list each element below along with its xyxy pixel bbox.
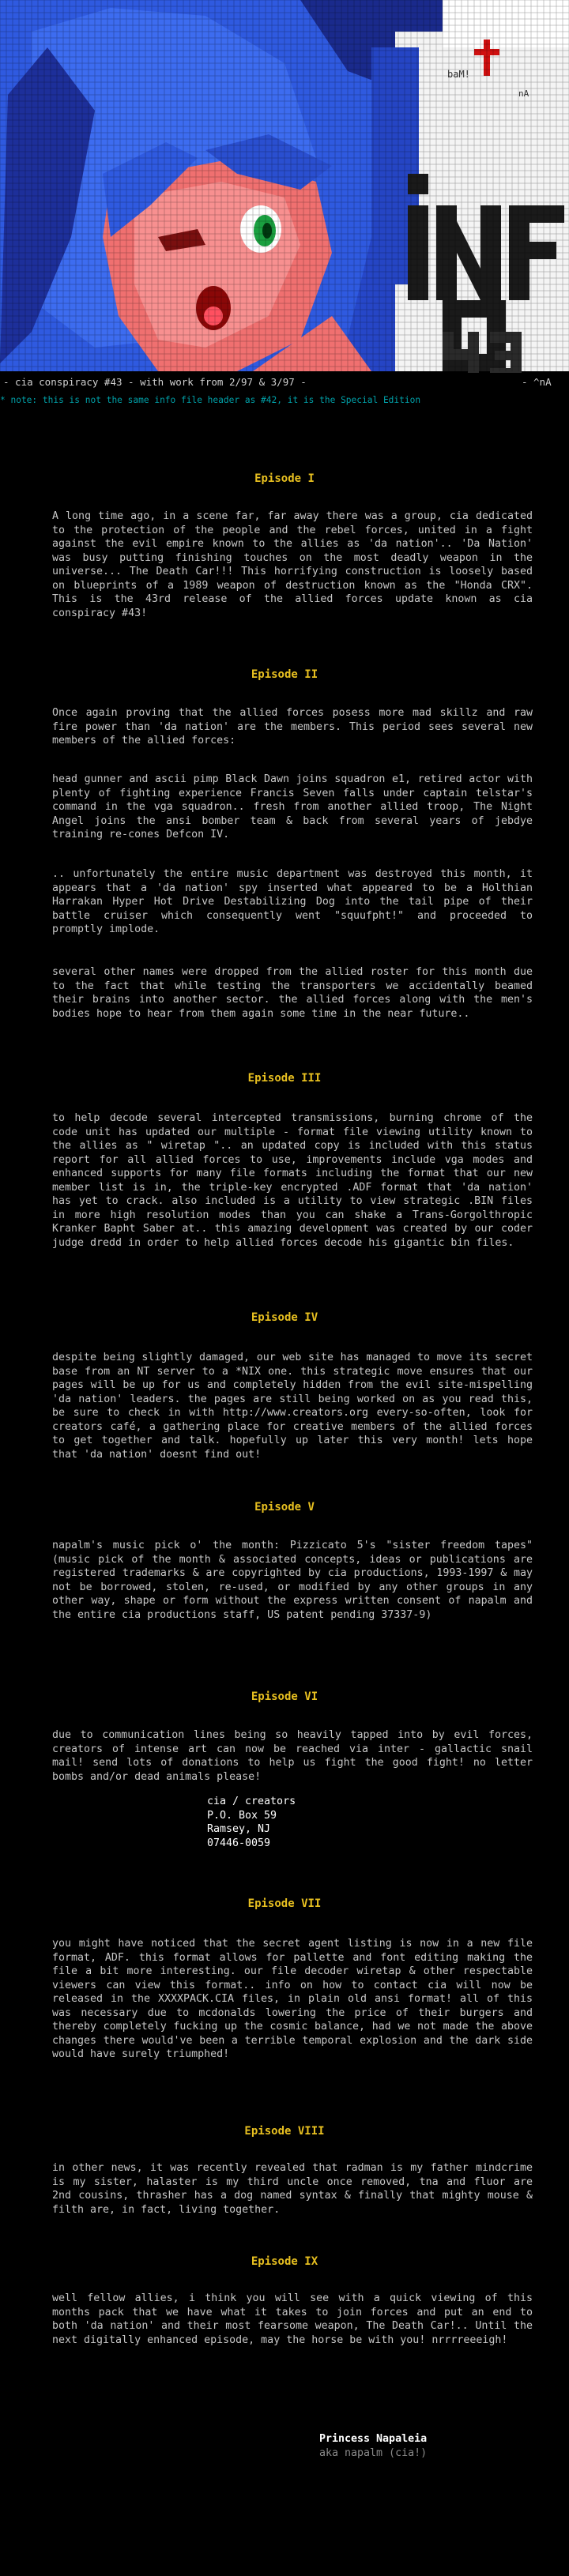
episode-heading: Episode IV — [251, 1311, 318, 1324]
special-edition-note: * note: this is not the same info file header as #42, it is the Special Edition — [0, 395, 421, 405]
credit-line: - cia conspiracy #43 - with work from 2/97 & 3/97 - — [3, 376, 307, 388]
episode-6-paragraph: due to communication lines being so heavily tapped into by evil forces, creators of intense art can now be reached via inter - gallactic snail mail! send lots of donations to help us fight the good fight! no letter bombs and/or dead animals please! — [52, 1729, 533, 1783]
episode-heading: Episode V — [254, 1501, 315, 1514]
address-line: 07446-0059 — [207, 1837, 271, 1849]
episode-5-paragraph: napalm's music pick o' the month: Pizzicato 5's "sister freedom tapes" (music pick of the month & associated concepts, ideas or publications are registered trademarks & are copyrighted by cia productions, 1993-1997 & may not be borrowed, stolen, re-used, or modified by any other groups in any other way, shape or form without the express written consent of napalm and the entire cia productions staff, US patent pending 37337-9) — [52, 1540, 533, 1621]
episode-8-paragraph: in other news, it was recently revealed that radman is my father mindcrime is my sister, halaster is my third uncle once removed, tna and fluor are 2nd cousins, thrasher has a dog named syntax & finally that mighty mouse & filth are, in fact, living together. — [52, 2162, 533, 2216]
episode-heading: Episode IX — [251, 2255, 318, 2268]
episode-4-paragraph: despite being slightly damaged, our web site has managed to move its secret base from an NT server to a *NIX one. this strategic move ensures that our pages will be up for us and completely hidden from the evil site-mispelling 'da nation' leaders. the pages are still being worked on as you read this, be sure to check in with http://www.creators.org every-so-often, look for creators café, a gathering place for creative members of the allied forces to get together and talk. hopefully up later this very month! lets hope that 'da nation' doesnt find out! — [52, 1352, 533, 1461]
info-logo-art — [0, 0, 569, 411]
signature-name: Princess Napaleia — [319, 2433, 428, 2445]
episode-2-paragraph-4: several other names were dropped from the allied roster for this month due to the fact that while testing the transporters we accidentally beamed their brains into another sector. the allied forces along with the men's bodies hope to hear from them again some time in the near future.. — [52, 966, 533, 1020]
credit-tag: - ^nA — [522, 376, 552, 388]
episode-7-paragraph: you might have noticed that the secret agent listing is now in a new file format, ADF. this format allows for pallette and font editing making the file a bit more interesting. our file decoder wiretap & other respectable viewers can view this format.. info on how to contact cia will now be released in the XXXXPACK.CIA files, in plain old ansi format! all of this was necessary due to mcdonalds lowering the price of their burgers and thereby completely fucking up the cosmic balance, had we not made the above changes there would've been a terrible temporal explosion and the dark side would have surely triumphed! — [52, 1938, 533, 2060]
episode-2-paragraph-1: Once again proving that the allied forces posess more mad skillz and raw fire power than 'da nation' are the members. This period sees several new members of the allied forces: — [52, 707, 533, 746]
episode-heading: Episode I — [254, 472, 315, 485]
episode-2-paragraph-3: .. unfortunately the entire music department was destroyed this month, it appears that a 'da nation' spy inserted what appeared to be a Holthian Harrakan Hyper Hot Drive Destabilizing Dog into the tail pipe of their battle cruiser which consequently went "squufpht!" and proceeded to promptly implode. — [52, 868, 533, 935]
episode-heading: Episode VIII — [244, 2125, 325, 2138]
address-line: Ramsey, NJ — [207, 1823, 271, 1835]
episode-heading: Episode VI — [251, 1690, 318, 1703]
ep1-text: A long time ago, in a scene far, far away there was a group, cia dedicated to the protection of the people and the rebel forces, united in a fight against the evil empire known to the allies as 'da nation'.. 'Da Nation' was busy putting finishing touches on the most deadly weapon in the universe... The Death Car!!! This horrifying construction is loosely based on blueprints of a 1989 weapon of destruction known as the "Honda CRX". This is the 43rd release of the allied forces update known as cia conspiracy #43! — [52, 510, 533, 619]
episode-2-paragraph-2: head gunner and ascii pimp Black Dawn joins squadron e1, retired actor with plenty of fighting experience Francis Seven falls under captain telstar's command in the vga squadron.. fresh from another allied troop, The Night Angel joins the ansi bomber team & back from several years of jebdye training re-cones Defcon IV. — [52, 773, 533, 840]
episode-heading: Episode III — [247, 1072, 322, 1085]
address-line: P.O. Box 59 — [207, 1809, 277, 1822]
episode-9-paragraph: well fellow allies, i think you will see with a quick viewing of this months pack that we have what it takes to join forces and put an end to both 'da nation' and their most fearsome weapon, The Death Car!.. Until the next digitally enhanced episode, may the horse be with you! nrrrreeeigh! — [52, 2292, 533, 2346]
episode-heading: Episode II — [251, 668, 318, 681]
episode-1-paragraph — [52, 510, 533, 620]
header-artwork — [0, 0, 569, 411]
episode-heading: Episode VII — [247, 1897, 322, 1910]
address-line: cia / creators — [207, 1796, 296, 1807]
signature-aka: aka napalm (cia!) — [319, 2447, 428, 2459]
mailing-address — [207, 1795, 296, 1850]
episode-3-paragraph: to help decode several intercepted transmissions, burning chrome of the code unit has updated our multiple - format file viewing utility known to the allies as " wiretap ".. an updated copy is included with this status report for all allied forces to use, improvements include vga modes and enhanced supports for many file formats including the format that our new member list is in, the triple-key encrypted .ADF format that 'da nation' has yet to crack. also included is a utility to view strategic .BIN files in more high resolution modes than you can shake a Trans-Gorgolthropic Kranker Bapht Saber at.. this amazing development was created by our coder judge dredd in order to help allied forces decode his gigantic bin files. — [52, 1112, 533, 1249]
